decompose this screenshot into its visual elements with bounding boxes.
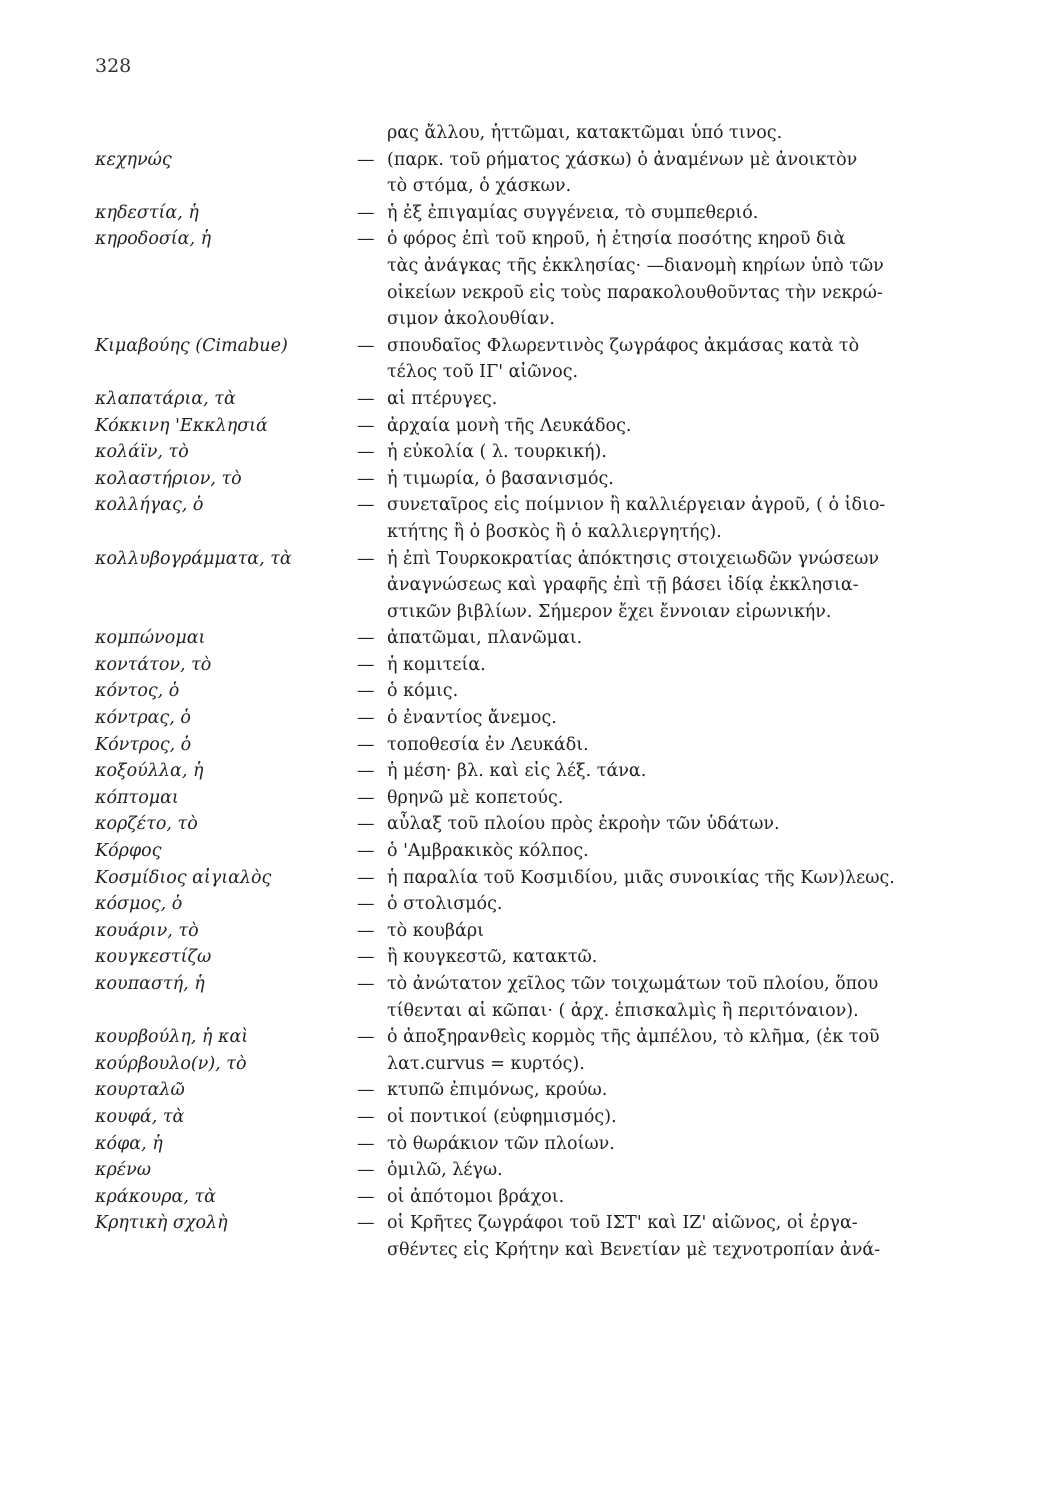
entry-term: κοντάτον, τὸ xyxy=(95,654,212,675)
definition-line: ὁ κόμις. xyxy=(387,681,459,702)
definition-line: ἡ ἐξ ἐπιγαμίας συγγένεια, τὸ συμπεθεριό. xyxy=(387,202,759,223)
entry-definition xyxy=(357,865,985,892)
definition-line: ἡ τιμωρία, ὁ βασανισμός. xyxy=(387,468,614,489)
entry-term: κουρταλῶ xyxy=(95,1080,185,1101)
em-dash-separator: — xyxy=(357,548,375,569)
em-dash-separator: — xyxy=(357,894,375,915)
definition-line: ὁ στολισμός. xyxy=(387,894,503,915)
entry-term: κουπαστή, ἡ xyxy=(95,974,205,994)
entry-definition xyxy=(357,811,985,838)
entry-term: Κοσμίδιος αἰγιαλὸς xyxy=(95,867,272,888)
dictionary-entry xyxy=(95,758,985,785)
definition-line: τὸ ἀνώτατον χεῖλος τῶν τοιχωμάτων τοῦ πλοίου, ὅπου xyxy=(387,974,879,994)
entry-term: κουφά, τὰ xyxy=(95,1106,185,1127)
em-dash-separator: — xyxy=(357,1186,375,1207)
dictionary-entry xyxy=(95,971,985,1024)
definition-line: τοποθεσία ἐν Λευκάδι. xyxy=(387,734,589,755)
dictionary-entry xyxy=(95,147,985,200)
entry-term: κολαστήριον, τὸ xyxy=(95,468,242,489)
dictionary-entry xyxy=(95,1051,985,1078)
entry-definition xyxy=(357,1131,985,1158)
definition-line: ὁμιλῶ, λέγω. xyxy=(387,1160,503,1181)
definition-line: λατ.curvus = κυρτός). xyxy=(387,1053,585,1074)
entry-definition xyxy=(357,1210,985,1263)
entry-definition xyxy=(357,1051,985,1078)
definition-line: οἱ Κρῆτες ζωγράφοι τοῦ ΙΣΤ' καὶ ΙΖ' αἰῶνος, οἱ ἐργα- xyxy=(387,1213,858,1234)
dictionary-entry xyxy=(95,678,985,705)
entry-term: κολάϊν, τὸ xyxy=(95,442,189,463)
em-dash-separator: — xyxy=(357,388,375,409)
em-dash-separator: — xyxy=(357,920,375,941)
entry-term: κηδεστία, ἡ xyxy=(95,202,199,223)
dictionary-entry xyxy=(95,918,985,945)
definition-line: ἡ ἐπὶ Τουρκοκρατίας ἀπόκτησις στοιχειωδῶν γνώσεων xyxy=(387,548,879,569)
em-dash-separator: — xyxy=(357,1160,375,1181)
dictionary-entry xyxy=(95,625,985,652)
entry-term: κόντος, ὁ xyxy=(95,681,180,702)
entry-term: Κρητικὴ σχολὴ xyxy=(95,1213,228,1234)
em-dash-separator: — xyxy=(357,149,375,170)
entry-term: κουάριν, τὸ xyxy=(95,920,199,941)
entry-definition xyxy=(357,732,985,759)
dictionary-entry xyxy=(95,944,985,971)
em-dash-separator: — xyxy=(357,468,375,489)
entry-definition xyxy=(357,492,985,545)
definition-line: αἱ πτέρυγες. xyxy=(387,388,498,409)
em-dash-separator: — xyxy=(357,814,375,835)
em-dash-separator: — xyxy=(357,681,375,702)
dictionary-entry xyxy=(95,546,985,626)
dictionary-entry xyxy=(95,1024,985,1051)
entry-definition xyxy=(357,918,985,945)
em-dash-separator: — xyxy=(357,1133,375,1154)
dictionary-entry xyxy=(95,1077,985,1104)
definition-line: κτήτης ἢ ὁ βοσκὸς ἢ ὁ καλλιεργητής). xyxy=(387,521,722,542)
entry-term: κολλυβογράμματα, τὰ xyxy=(95,548,292,569)
entry-term: κουγκεστίζω xyxy=(95,947,212,968)
dictionary-entry xyxy=(95,1184,985,1211)
definition-line: ὁ ἐναντίος ἄνεμος. xyxy=(387,708,557,729)
em-dash-separator: — xyxy=(357,947,375,968)
definition-line: κτυπῶ ἐπιμόνως, κρούω. xyxy=(387,1080,608,1101)
page-number: 328 xyxy=(95,55,132,77)
entry-term: κεχηνώς xyxy=(95,149,172,170)
dictionary-entry xyxy=(95,732,985,759)
definition-line: θρηνῶ μὲ κοπετούς. xyxy=(387,787,564,808)
definition-line: σπουδαῖος Φλωρεντινὸς ζωγράφος ἀκμάσας κατὰ τὸ xyxy=(387,335,860,356)
dictionary-entry xyxy=(95,705,985,732)
entry-definition xyxy=(357,944,985,971)
definition-line: τὸ στόμα, ὁ χάσκων. xyxy=(387,176,572,197)
definition-line: ἢ κουγκεστῶ, κατακτῶ. xyxy=(387,947,598,968)
em-dash-separator: — xyxy=(357,1213,375,1234)
dictionary-entry xyxy=(95,492,985,545)
definition-line: αὖλαξ τοῦ πλοίου πρὸς ἐκροὴν τῶν ὑδάτων. xyxy=(387,814,780,835)
definition-line: ἡ κομιτεία. xyxy=(387,654,486,675)
definition-line: ἀπατῶμαι, πλανῶμαι. xyxy=(387,628,583,649)
definition-line: σιμον ἀκολουθίαν. xyxy=(387,309,555,330)
definition-line: ἡ μέση· βλ. καὶ εἰς λέξ. τάνα. xyxy=(387,761,647,782)
dictionary-entry xyxy=(95,785,985,812)
em-dash-separator: — xyxy=(357,628,375,649)
entry-term: Κόκκινη 'Εκκλησιά xyxy=(95,415,268,436)
em-dash-separator: — xyxy=(357,442,375,463)
entry-definition xyxy=(357,705,985,732)
em-dash-separator: — xyxy=(357,734,375,755)
entry-definition xyxy=(357,1184,985,1211)
em-dash-separator: — xyxy=(357,1027,375,1048)
dictionary-entry xyxy=(95,466,985,493)
em-dash-separator: — xyxy=(357,841,375,862)
entry-definition xyxy=(357,678,985,705)
entry-term: Κόντρος, ὁ xyxy=(95,734,192,755)
em-dash-separator: — xyxy=(357,867,375,888)
definition-line: τὸ θωράκιον τῶν πλοίων. xyxy=(387,1133,615,1154)
entry-term: κόπτομαι xyxy=(95,787,179,808)
dictionary-entry xyxy=(95,200,985,227)
definition-line: ἡ εὐκολία ( λ. τουρκική). xyxy=(387,442,607,463)
entry-term: κράκουρα, τὰ xyxy=(95,1186,216,1207)
dictionary-entry xyxy=(95,333,985,386)
entry-term: κόντρας, ὁ xyxy=(95,708,191,729)
definition-line: οἱ ποντικοί (εὐφημισμός). xyxy=(387,1106,617,1127)
entry-definition xyxy=(357,200,985,227)
entry-term: κορζέτο, τὸ xyxy=(95,814,198,835)
entry-definition xyxy=(357,652,985,679)
definition-line: ἡ παραλία τοῦ Κοσμιδίου, μιᾶς συνοικίας τῆς Κων)λεως. xyxy=(387,867,895,888)
em-dash-separator: — xyxy=(357,415,375,436)
entry-term: κόφα, ἡ xyxy=(95,1133,163,1154)
entry-definition xyxy=(357,147,985,200)
definition-line: ρας ἄλλου, ἡττῶμαι, κατακτῶμαι ὑπό τινος. xyxy=(387,123,783,143)
entry-definition xyxy=(357,838,985,865)
dictionary-entry xyxy=(95,865,985,892)
dictionary-entry xyxy=(95,1104,985,1131)
entry-definition xyxy=(357,466,985,493)
entry-definition xyxy=(357,439,985,466)
entry-definition xyxy=(357,413,985,440)
em-dash-separator: — xyxy=(357,335,375,356)
em-dash-separator: — xyxy=(357,202,375,223)
definition-line: τὸ κουβάρι xyxy=(387,920,484,941)
entry-term: κομπώνομαι xyxy=(95,628,206,649)
definition-line: τὰς ἀνάγκας τῆς ἐκκλησίας· —διανομὴ κηρίων ὑπὸ τῶν xyxy=(387,255,884,276)
dictionary-entry xyxy=(95,838,985,865)
definition-line: ὁ ἀποξηρανθεὶς κορμὸς τῆς ἀμπέλου, τὸ κλῆμα, (ἐκ τοῦ xyxy=(387,1027,880,1048)
entry-term: κολλήγας, ὁ xyxy=(95,495,204,516)
definition-line: οἰκείων νεκροῦ εἰς τοὺς παρακολουθοῦντας τὴν νεκρώ- xyxy=(387,282,883,303)
dictionary-entries xyxy=(95,120,985,1264)
entry-definition xyxy=(357,625,985,652)
entry-term: κούρβουλο(ν), τὸ xyxy=(95,1053,247,1074)
dictionary-entry xyxy=(95,652,985,679)
definition-line: στικῶν βιβλίων. Σήμερον ἔχει ἔννοιαν εἰρωνικήν. xyxy=(387,601,832,622)
entry-definition xyxy=(357,226,985,332)
entry-definition xyxy=(357,333,985,386)
definition-line: ὁ φόρος ἐπὶ τοῦ κηροῦ, ἡ ἐτησία ποσότης κηροῦ διὰ xyxy=(387,229,846,250)
entry-definition xyxy=(357,546,985,626)
definition-line: σθέντες εἰς Κρήτην καὶ Βενετίαν μὲ τεχνοτροπίαν ἀνά- xyxy=(387,1239,881,1260)
definition-line: ὁ 'Αμβρακικὸς κόλπος. xyxy=(387,841,589,862)
entry-term: κόσμος, ὁ xyxy=(95,894,183,915)
definition-line: ἀρχαία μονὴ τῆς Λευκάδος. xyxy=(387,415,632,436)
em-dash-separator: — xyxy=(357,654,375,675)
dictionary-entry xyxy=(95,226,985,332)
entry-term: Κιμαβούης (Cimabue) xyxy=(95,335,288,356)
dictionary-entry xyxy=(95,1131,985,1158)
definition-line: τίθενται αἱ κῶπαι· ( ἀρχ. ἐπισκαλμὶς ἢ περιτόναιον). xyxy=(387,1000,859,1021)
definition-line: (παρκ. τοῦ ρήματος χάσκω) ὁ ἀναμένων μὲ ἀνοικτὸν xyxy=(387,149,858,170)
entry-definition xyxy=(357,758,985,785)
em-dash-separator: — xyxy=(357,1106,375,1127)
definition-line: ἀναγνώσεως καὶ γραφῆς ἐπὶ τῇ βάσει ἰδίᾳ ἐκκλησια- xyxy=(387,575,859,596)
dictionary-entry xyxy=(95,811,985,838)
definition-line: τέλος τοῦ ΙΓ' αἰῶνος. xyxy=(387,362,579,383)
entry-term: κρένω xyxy=(95,1160,152,1181)
dictionary-entry xyxy=(95,413,985,440)
dictionary-entry xyxy=(95,1157,985,1184)
em-dash-separator: — xyxy=(357,787,375,808)
em-dash-separator: — xyxy=(357,974,375,994)
entry-definition xyxy=(357,785,985,812)
entry-definition xyxy=(357,1157,985,1184)
entry-term: κλαπατάρια, τὰ xyxy=(95,388,236,409)
entry-definition xyxy=(357,891,985,918)
entry-term: κηροδοσία, ἡ xyxy=(95,229,212,250)
em-dash-separator: — xyxy=(357,708,375,729)
entry-definition xyxy=(357,1077,985,1104)
dictionary-entry xyxy=(95,1210,985,1263)
entry-definition xyxy=(357,971,985,1024)
definition-line: συνεταῖρος εἰς ποίμνιον ἢ καλλιέργειαν ἀγροῦ, ( ὁ ἰδιο- xyxy=(387,495,886,516)
entry-definition xyxy=(357,1024,985,1051)
entry-definition xyxy=(357,1104,985,1131)
dictionary-entry xyxy=(95,439,985,466)
em-dash-separator: — xyxy=(357,495,375,516)
dictionary-entry xyxy=(95,120,985,147)
dictionary-entry xyxy=(95,386,985,413)
entry-definition xyxy=(357,120,985,147)
em-dash-separator: — xyxy=(357,761,375,782)
definition-line: οἱ ἀπότομοι βράχοι. xyxy=(387,1186,565,1207)
em-dash-separator: — xyxy=(357,229,375,250)
dictionary-entry xyxy=(95,891,985,918)
entry-term: κοξούλλα, ἡ xyxy=(95,761,204,782)
entry-definition xyxy=(357,386,985,413)
entry-term: Κόρφος xyxy=(95,841,162,862)
em-dash-separator: — xyxy=(357,1080,375,1101)
entry-term: κουρβούλη, ἡ καὶ xyxy=(95,1027,249,1048)
